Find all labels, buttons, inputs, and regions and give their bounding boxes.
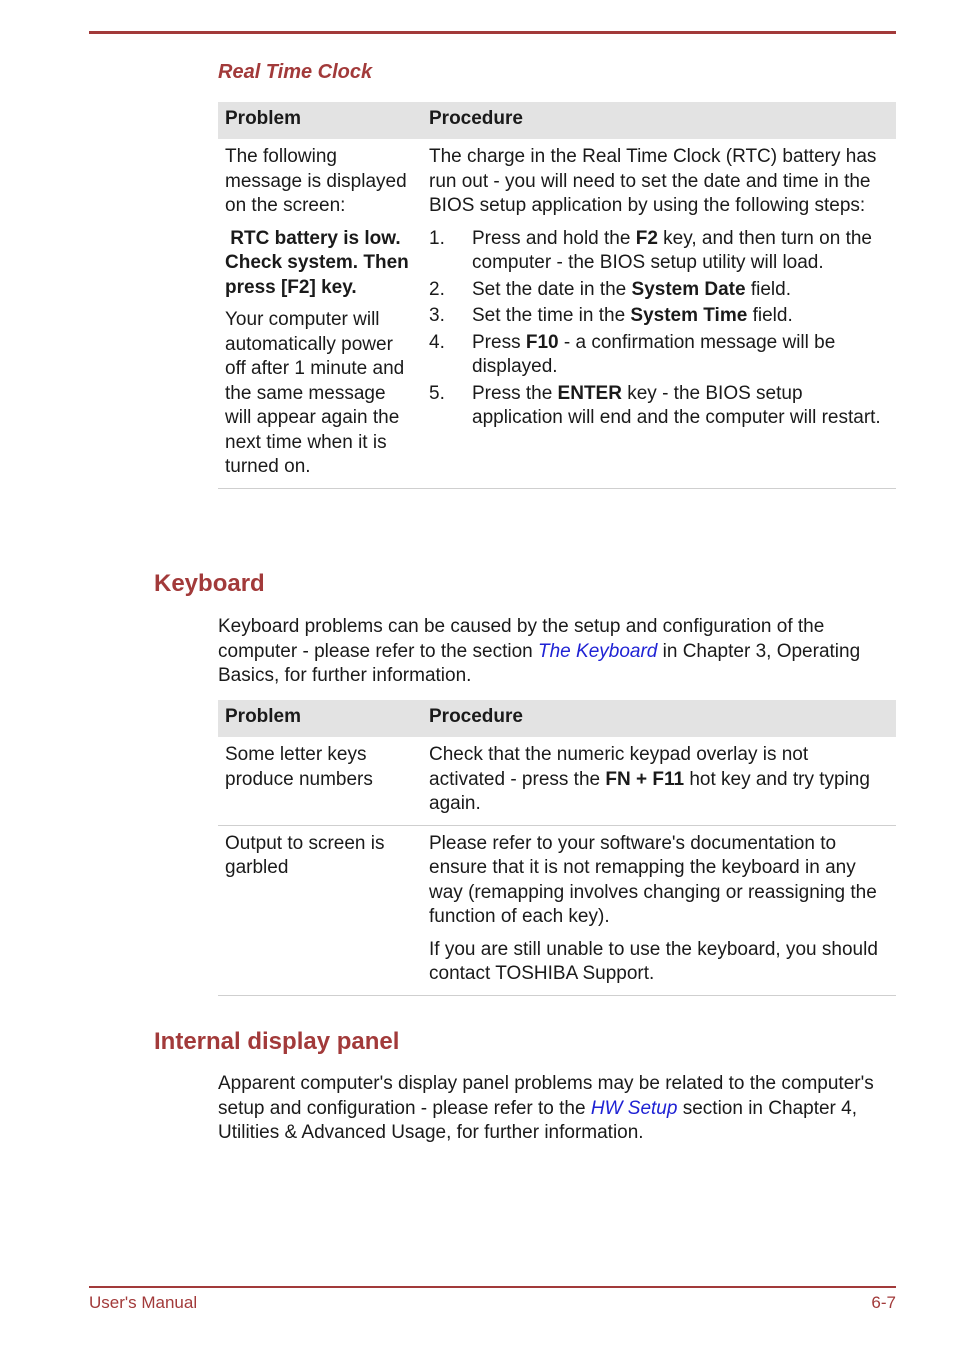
procedure-cell <box>422 825 896 995</box>
keyboard-table <box>218 700 896 996</box>
procedure-header: Procedure <box>422 700 896 737</box>
procedure-paragraph: Please refer to your software's documentation to ensure that it is not remapping the keyboard in any way (remapping involves changing or reassigning the function of each key). <box>429 832 877 927</box>
table-header-row <box>218 102 896 139</box>
display-section-title: Internal display panel <box>154 1028 400 1055</box>
steps-list <box>429 227 889 431</box>
display-intro: Apparent computer's display panel problems may be related to the computer's setup and configuration - please refer to the HW Setup section in Chapter 4, Utilities & Advanced Usage, for further information. <box>218 1073 874 1143</box>
table-row <box>218 737 896 825</box>
procedure-header: Procedure <box>422 102 896 139</box>
problem-note: Your computer will automatically power off after 1 minute and the same message will appear again the next time when it is turned on. <box>225 309 405 477</box>
procedure-paragraph: If you are still unable to use the keyboard, you should contact TOSHIBA Support. <box>429 938 878 984</box>
problem-cell: Some letter keys produce numbers <box>218 737 422 825</box>
footer-page-number: 6-7 <box>871 1293 896 1312</box>
problem-cell <box>218 139 422 488</box>
keyboard-intro: Keyboard problems can be caused by the setup and configuration of the computer - please refer to the section The Keyboard in Chapter 3, Operating Basics, for further information. <box>218 616 861 686</box>
list-item: 4. Press F10 - a confirmation message will be displayed. <box>429 331 836 377</box>
list-item: 2. Set the date in the System Date field. <box>429 278 791 300</box>
problem-intro: The following message is displayed on the screen: <box>225 146 407 216</box>
the-keyboard-link[interactable]: The Keyboard <box>538 640 658 662</box>
hw-setup-link[interactable]: HW Setup <box>590 1097 678 1119</box>
rtc-table <box>218 102 896 489</box>
list-item: 5. Press the ENTER key - the BIOS setup application will end and the computer will restart. <box>429 382 881 428</box>
list-item: 1. Press and hold the F2 key, and then turn on the computer - the BIOS setup utility will load. <box>429 227 872 273</box>
problem-header: Problem <box>218 102 422 139</box>
bottom-rule <box>89 1286 896 1288</box>
table-row <box>218 825 896 995</box>
problem-header: Problem <box>218 700 422 737</box>
rtc-title: Real Time Clock <box>218 61 373 83</box>
table-header-row <box>218 700 896 737</box>
procedure-cell <box>422 139 896 488</box>
footer-manual-title: User's Manual <box>89 1293 198 1312</box>
top-rule <box>89 31 896 34</box>
problem-message: RTC battery is low. Check system. Then press [F2] key. <box>225 227 415 298</box>
keyboard-section-title: Keyboard <box>154 570 265 597</box>
problem-cell: Output to screen is garbled <box>218 825 422 995</box>
procedure-intro: The charge in the Real Time Clock (RTC) battery has run out - you will need to set the date and time in the BIOS setup application by using the following steps: <box>429 146 877 216</box>
list-item: 3. Set the time in the System Time field. <box>429 305 793 326</box>
procedure-cell: Check that the numeric keypad overlay is not activated - press the FN + F11 hot key and try typing again. <box>422 737 896 825</box>
table-row <box>218 139 896 488</box>
